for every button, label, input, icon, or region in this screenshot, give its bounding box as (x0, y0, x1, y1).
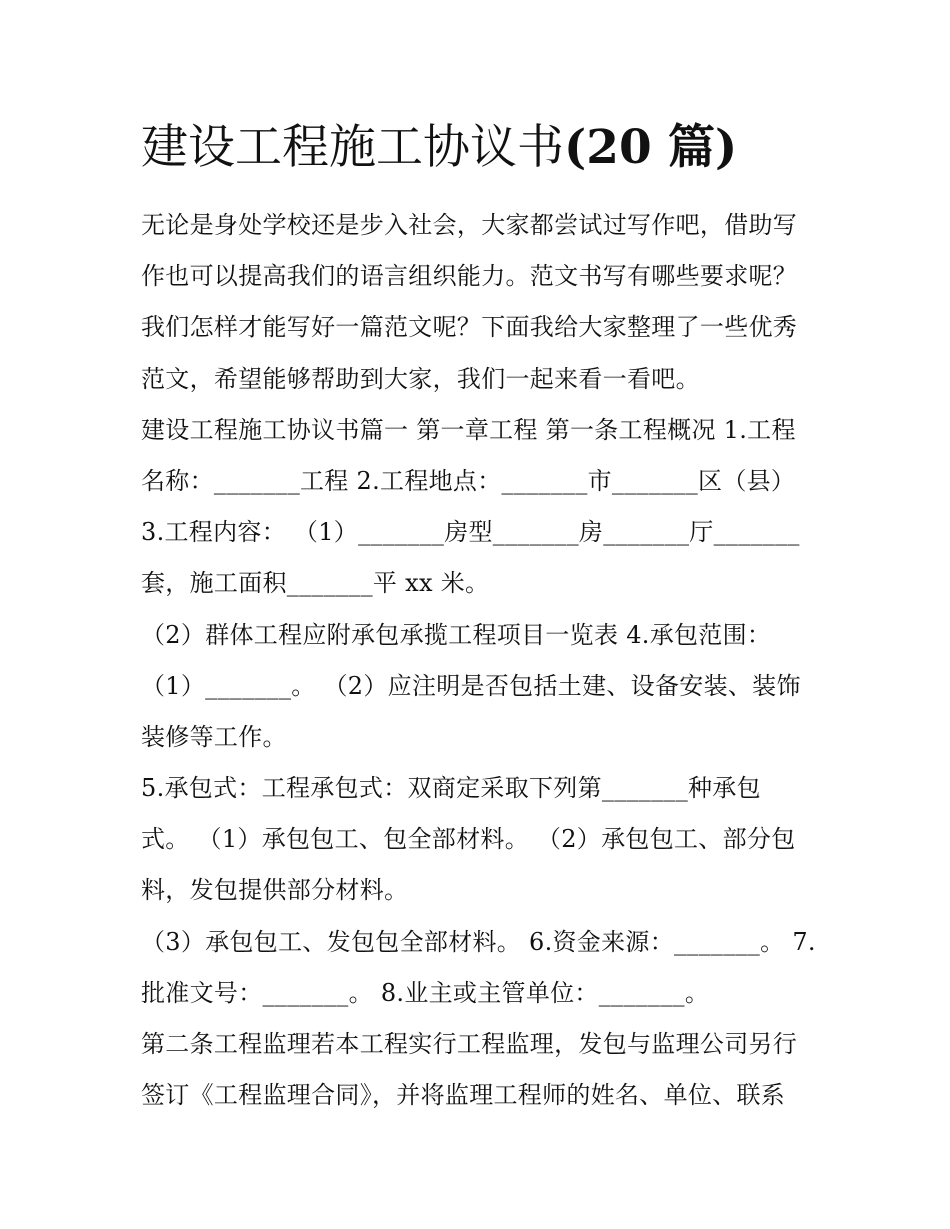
paragraph-supervision (141, 1019, 821, 1121)
paragraph-project-overview (141, 405, 821, 610)
document-title-suffix: (20 篇) (564, 120, 738, 175)
paragraph-line: 我们怎样才能写好一篇范文呢？下面我给大家整理了一些优秀 (141, 313, 798, 342)
paragraph-line: （1）_______。 （2）应注明是否包括土建、设备安装、装饰 (141, 671, 801, 700)
paragraph-line: 名称：_______工程 2.工程地点：_______市_______区（县） (141, 466, 796, 495)
paragraph-line: 建设工程施工协议书篇一 第一章工程 第一条工程概况 1.工程 (141, 415, 796, 444)
paragraph-line: 料，发包提供部分材料。 (141, 876, 409, 905)
paragraph-line: 签订《工程监理合同》，并将监理工程师的姓名、单位、联系 (141, 1081, 786, 1110)
paragraph-line: 5.承包式：工程承包式：双商定采取下列第_______种承包 (141, 774, 761, 803)
paragraph-line: 作也可以提高我们的语言组织能力。范文书写有哪些要求呢？ (141, 262, 798, 291)
paragraph-line: 式。 （1）承包包工、包全部材料。 （2）承包包工、部分包 (141, 825, 796, 854)
paragraph-line: 批准文号：_______。 8.业主或主管单位：_______。 (141, 978, 710, 1007)
paragraph-contract-method (141, 763, 821, 917)
paragraph-intro (141, 200, 821, 405)
document-body (141, 200, 821, 1121)
document-title (141, 118, 821, 178)
document-content (141, 118, 821, 1121)
paragraph-line: 无论是身处学校还是步入社会，大家都尝试过写作吧，借助写 (141, 211, 798, 239)
paragraph-line: （2）群体工程应附承包承揽工程项目一览表 4.承包范围： (141, 620, 772, 649)
paragraph-line: 范文，希望能够帮助到大家，我们一起来看一看吧。 (141, 364, 700, 393)
paragraph-line: 套，施工面积_______平 xx 米。 (141, 569, 490, 598)
paragraph-line: （3）承包包工、发包包全部材料。 6.资金来源：_______。 7. (141, 927, 816, 956)
paragraph-line: 装修等工作。 (141, 722, 287, 751)
paragraph-line: 3.工程内容： （1）_______房型_______房_______厅_______ (141, 518, 800, 547)
paragraph-contract-scope (141, 610, 821, 764)
document-title-main: 建设工程施工协议书 (141, 120, 564, 175)
paragraph-funding-approval (141, 917, 821, 1019)
paragraph-line: 第二条工程监理若本工程实行工程监理，发包与监理公司另行 (141, 1030, 798, 1058)
